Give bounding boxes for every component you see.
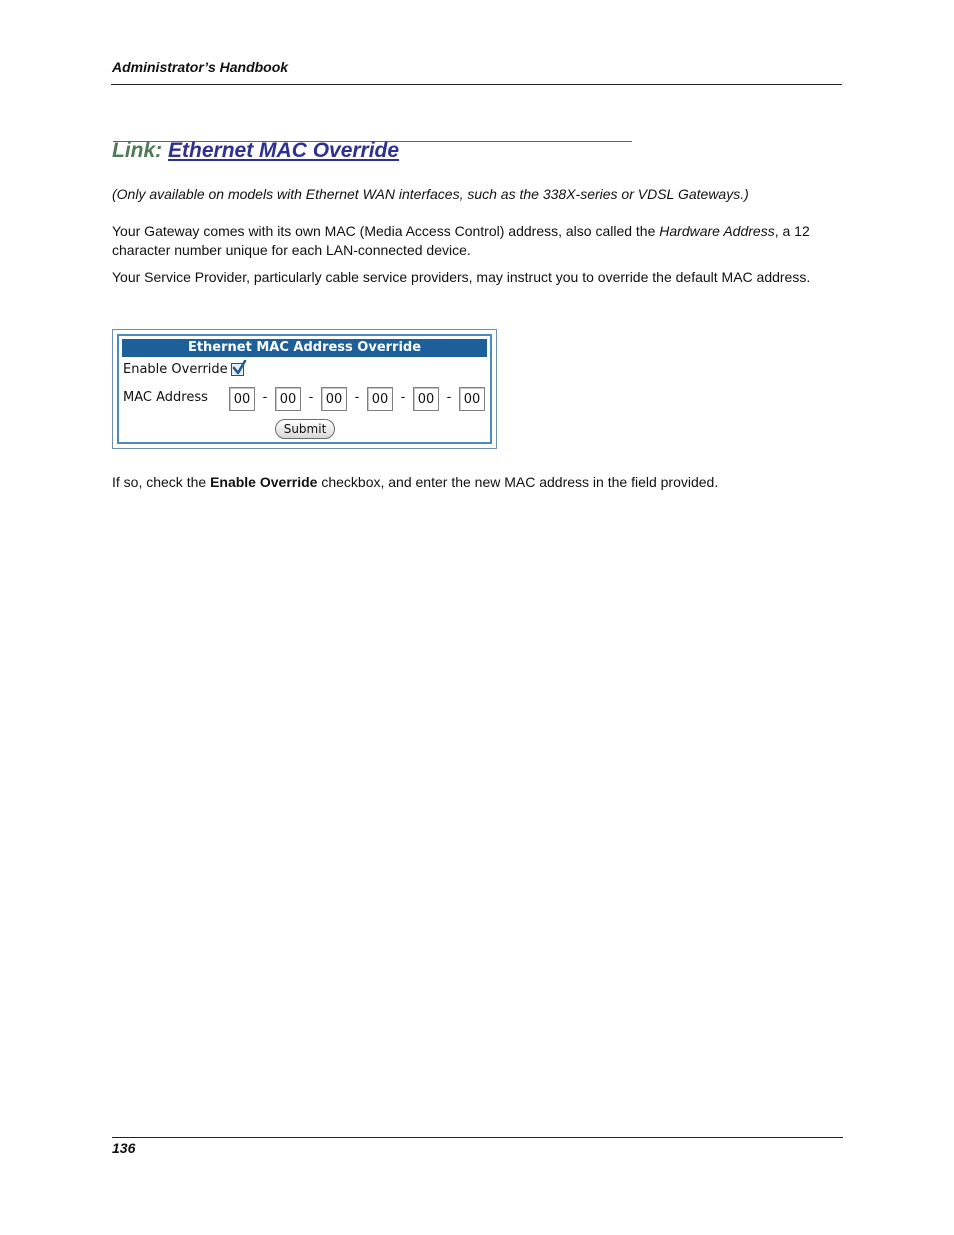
mac-octet-5-input[interactable] <box>413 387 439 411</box>
mac-octet-2-input[interactable] <box>275 387 301 411</box>
p3-text-before: If so, check the <box>112 474 211 490</box>
mac-separator: - <box>262 390 268 405</box>
panel-title: Ethernet MAC Address Override <box>122 339 487 357</box>
mac-separator: - <box>354 390 360 405</box>
p3-bold: Enable Override <box>210 474 318 490</box>
section-title-prefix: Link: <box>112 139 163 162</box>
header-rule <box>111 84 842 85</box>
mac-octet-4-input[interactable] <box>367 387 393 411</box>
mac-override-panel <box>112 329 497 449</box>
submit-button[interactable]: Submit <box>275 419 335 439</box>
availability-note: (Only available on models with Ethernet WAN interfaces, such as the 338X-series or VDSL Gateways.) <box>112 186 749 202</box>
page-number: 136 <box>112 1140 136 1156</box>
mac-separator: - <box>308 390 314 405</box>
mac-override-panel-frame <box>117 334 492 444</box>
enable-override-checkbox[interactable] <box>231 363 244 376</box>
mac-octet-1-input[interactable] <box>229 387 255 411</box>
section-title <box>112 139 399 163</box>
mac-octet-6-input[interactable] <box>459 387 485 411</box>
mac-octet-3-input[interactable] <box>321 387 347 411</box>
p3-text-after: checkbox, and enter the new MAC address in the field provided. <box>317 474 719 490</box>
paragraph-hardware-address <box>112 222 842 260</box>
section-title-link[interactable]: Ethernet MAC Override <box>168 139 400 162</box>
running-header: Administrator’s Handbook <box>112 59 289 75</box>
mac-separator: - <box>400 390 406 405</box>
checkmark-icon <box>231 360 247 376</box>
paragraph-instructions <box>112 473 842 492</box>
mac-address-label: MAC Address <box>123 390 208 405</box>
mac-separator: - <box>446 390 452 405</box>
enable-override-label: Enable Override <box>123 362 228 377</box>
paragraph-service-provider: Your Service Provider, particularly cable service providers, may instruct you to override the default MAC address. <box>112 269 811 285</box>
p1-text-after: , a 12 character number unique for each LAN-connected device. <box>112 223 810 258</box>
p1-text-before: Your Gateway comes with its own MAC (Media Access Control) address, also called the <box>112 223 660 239</box>
footer-rule <box>112 1137 843 1138</box>
p1-emphasis: Hardware Address <box>659 223 775 239</box>
